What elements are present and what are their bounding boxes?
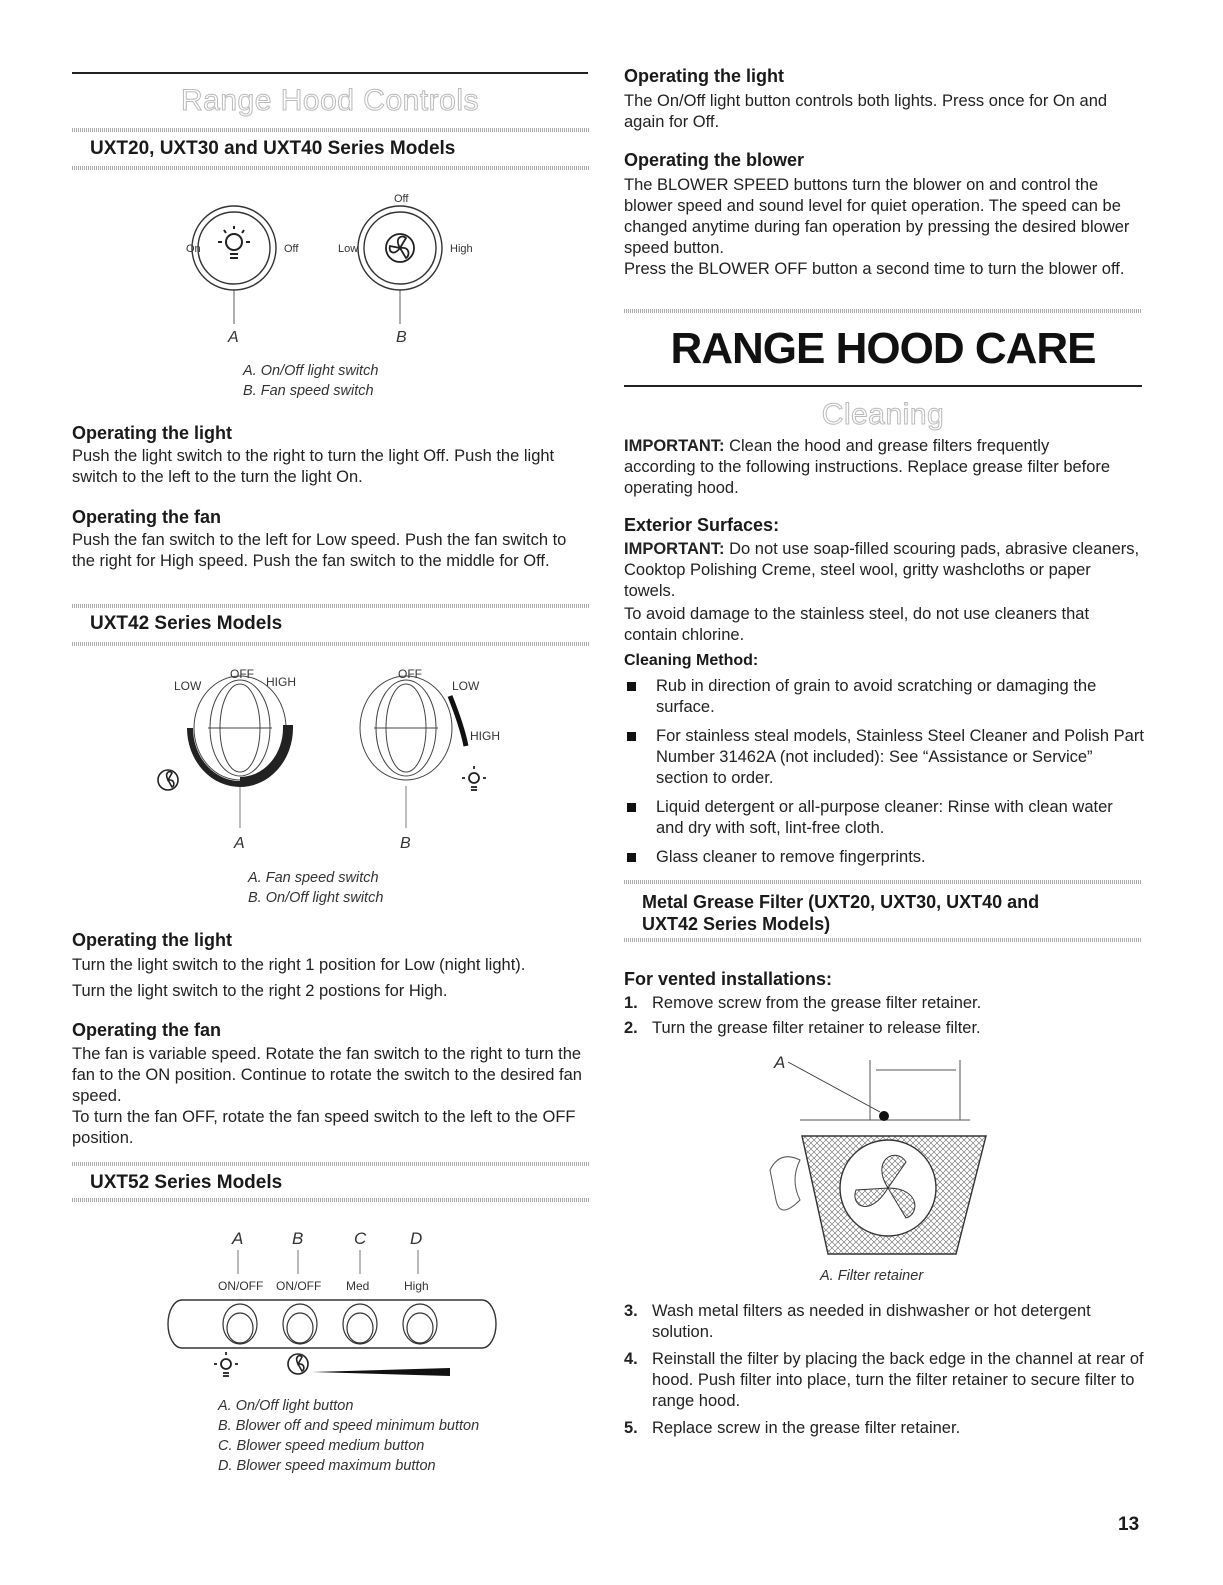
list-item xyxy=(624,1301,1144,1343)
title-rule xyxy=(624,385,1142,387)
label-high: HIGH xyxy=(470,729,500,743)
caption-line: C. Blower speed medium button xyxy=(218,1438,425,1454)
figure-caption: A. Filter retainer xyxy=(820,1268,924,1284)
callout-a: A xyxy=(234,835,245,852)
callout-b: B xyxy=(396,329,407,346)
section-heading: For vented installations: xyxy=(624,969,833,989)
fan-icon xyxy=(288,1354,308,1374)
filter-heading: Metal Grease Filter (UXT20, UXT30, UXT40 and UXT42 Series Models) xyxy=(642,892,1040,934)
uxt42-knob-diagram xyxy=(150,656,530,856)
step-text: Wash metal filters as needed in dishwasher or hot detergent solution. xyxy=(652,1302,1091,1341)
speed-ramp-icon xyxy=(312,1368,450,1376)
callout-b: B xyxy=(292,1229,304,1248)
label-off: Off xyxy=(394,193,409,205)
care-title: RANGE HOOD CARE xyxy=(670,324,1096,373)
section-heading: Cleaning Method: xyxy=(624,652,759,669)
step-text: Reinstall the filter by placing the back edge in the channel at rear of hood. Push filter into place, turn the filter retainer to secure filter to range hood. xyxy=(652,1350,1144,1410)
callout-d: D xyxy=(410,1229,423,1248)
important-label: IMPORTANT: xyxy=(624,437,725,455)
paragraph: Turn the light switch to the right 2 postions for High. xyxy=(72,982,448,1000)
section-heading: Operating the light xyxy=(624,66,784,86)
section-heading: Operating the light xyxy=(72,930,232,950)
list-item: Liquid detergent or all-purpose cleaner: Rinse with clean water and dry with soft, lint-free cloth. xyxy=(624,797,1144,839)
filter-retainer-illustration xyxy=(760,1050,1010,1260)
step-number: 3. xyxy=(624,1302,638,1320)
paragraph: Turn the light switch to the right 1 position for Low (night light). xyxy=(72,956,526,974)
step-number: 4. xyxy=(624,1350,638,1368)
button-label: ON/OFF xyxy=(218,1279,264,1293)
list-item xyxy=(624,993,1144,1014)
label-low: LOW xyxy=(452,679,480,693)
light-bulb-icon xyxy=(214,1352,238,1376)
light-bulb-icon xyxy=(218,226,250,258)
paragraph: To avoid damage to the stainless steel, do not use cleaners that contain chlorine. xyxy=(624,605,1090,644)
caption-line: A. On/Off light button xyxy=(218,1398,354,1414)
section-heading: Operating the blower xyxy=(624,150,805,170)
list-item xyxy=(624,1018,1144,1039)
paragraph: The fan is variable speed. Rotate the fan switch to the right to turn the fan to the ON position. Continue to rotate the switch to the desired fan speed. xyxy=(72,1045,582,1105)
caption-line: B. On/Off light switch xyxy=(248,890,384,906)
bullet-list xyxy=(624,676,1144,868)
fan-icon xyxy=(386,234,414,262)
important-note xyxy=(624,539,1144,602)
page-number: 13 xyxy=(1118,1514,1140,1535)
hatch-divider xyxy=(72,166,590,170)
step-number: 5. xyxy=(624,1419,638,1437)
section-heading: Exterior Surfaces: xyxy=(624,515,780,535)
step-number: 2. xyxy=(624,1019,638,1037)
label-high: HIGH xyxy=(266,675,296,689)
hatch-divider xyxy=(624,309,1142,313)
fan-icon xyxy=(158,770,178,790)
hatch-divider xyxy=(72,1198,590,1202)
button-label: ON/OFF xyxy=(276,1279,322,1293)
uxt52-heading: UXT52 Series Models xyxy=(90,1172,283,1193)
list-item: For stainless steal models, Stainless Steel Cleaner and Polish Part Number 31462A (not included): See “Assistance or Service” section to order. xyxy=(624,726,1144,789)
uxt42-heading: UXT42 Series Models xyxy=(90,613,283,634)
hatch-divider xyxy=(72,642,590,646)
section-heading: Operating the fan xyxy=(72,1020,222,1040)
caption-line: B. Blower off and speed minimum button xyxy=(218,1418,480,1434)
important-text: Do not use soap-filled scouring pads, abrasive cleaners, Cooktop Polishing Creme, steel wool, gritty washcloths or paper towels. xyxy=(624,540,1140,600)
button-label: High xyxy=(404,1279,429,1293)
label-off: OFF xyxy=(230,667,254,681)
hatch-divider xyxy=(624,938,1142,942)
section-heading: Operating the light xyxy=(72,423,232,443)
label-on: On xyxy=(186,243,201,255)
caption-line: D. Blower speed maximum button xyxy=(218,1458,436,1474)
step-text: Replace screw in the grease filter retainer. xyxy=(652,1419,961,1437)
light-bulb-icon xyxy=(462,766,486,790)
uxt20-heading: UXT20, UXT30 and UXT40 Series Models xyxy=(90,138,456,159)
top-rule-left xyxy=(72,72,588,74)
list-item: Glass cleaner to remove fingerprints. xyxy=(624,847,1144,868)
caption-line: B. Fan speed switch xyxy=(243,383,374,399)
paragraph: Push the fan switch to the left for Low speed. Push the fan switch to the right for High speed. Push the fan switch to the middle for Off. xyxy=(72,531,567,570)
label-off: Off xyxy=(284,243,299,255)
step-number: 1. xyxy=(624,994,638,1012)
caption-line: A. Fan speed switch xyxy=(248,870,379,886)
step-list xyxy=(624,1301,1144,1439)
uxt52-button-diagram xyxy=(162,1222,512,1392)
label-high: High xyxy=(450,243,473,255)
button-label: Med xyxy=(346,1279,370,1293)
callout-b: B xyxy=(400,835,411,852)
important-label: IMPORTANT: xyxy=(624,540,725,558)
hatch-divider xyxy=(72,604,590,608)
section-heading: Operating the fan xyxy=(72,507,222,527)
figure-caption xyxy=(248,868,383,908)
important-text: Clean the hood and grease filters frequently according to the following instructions. Replace grease filter before operating hood. xyxy=(624,437,1111,497)
hatch-divider xyxy=(72,1162,590,1166)
paragraph: To turn the fan OFF, rotate the fan speed switch to the left to the OFF position. xyxy=(72,1108,576,1147)
step-text: Remove screw from the grease filter retainer. xyxy=(652,994,982,1012)
paragraph: Press the BLOWER OFF button a second time to turn the blower off. xyxy=(624,260,1125,278)
cleaning-section-title: Cleaning xyxy=(821,398,945,431)
list-item xyxy=(624,1418,1144,1439)
controls-section-title: Range Hood Controls xyxy=(180,84,479,117)
hatch-divider xyxy=(624,880,1142,884)
callout-c: C xyxy=(354,1229,367,1248)
hatch-divider xyxy=(72,128,590,132)
paragraph: Push the light switch to the right to turn the light Off. Push the light switch to the left to the turn the light On. xyxy=(72,447,555,486)
uxt20-switch-diagram xyxy=(170,186,490,346)
figure-caption xyxy=(218,1396,479,1476)
label-low: LOW xyxy=(174,679,202,693)
list-item xyxy=(624,1349,1144,1412)
callout-a: A xyxy=(228,329,239,346)
list-item: Rub in direction of grain to avoid scratching or damaging the surface. xyxy=(624,676,1144,718)
figure-caption xyxy=(243,361,378,401)
callout-a: A xyxy=(774,1053,786,1072)
paragraph: The On/Off light button controls both lights. Press once for On and again for Off. xyxy=(624,92,1108,131)
important-note xyxy=(624,436,1124,499)
label-low: Low xyxy=(338,243,359,255)
step-text: Turn the grease filter retainer to release filter. xyxy=(652,1019,981,1037)
label-off: OFF xyxy=(398,667,422,681)
callout-a: A xyxy=(232,1229,244,1248)
step-list xyxy=(624,993,1144,1039)
paragraph: The BLOWER SPEED buttons turn the blower on and control the blower speed and sound level for quiet operation. The speed can be changed anytime during fan operation by pressing the desired blower speed button. xyxy=(624,176,1130,257)
caption-line: A. On/Off light switch xyxy=(243,363,379,379)
